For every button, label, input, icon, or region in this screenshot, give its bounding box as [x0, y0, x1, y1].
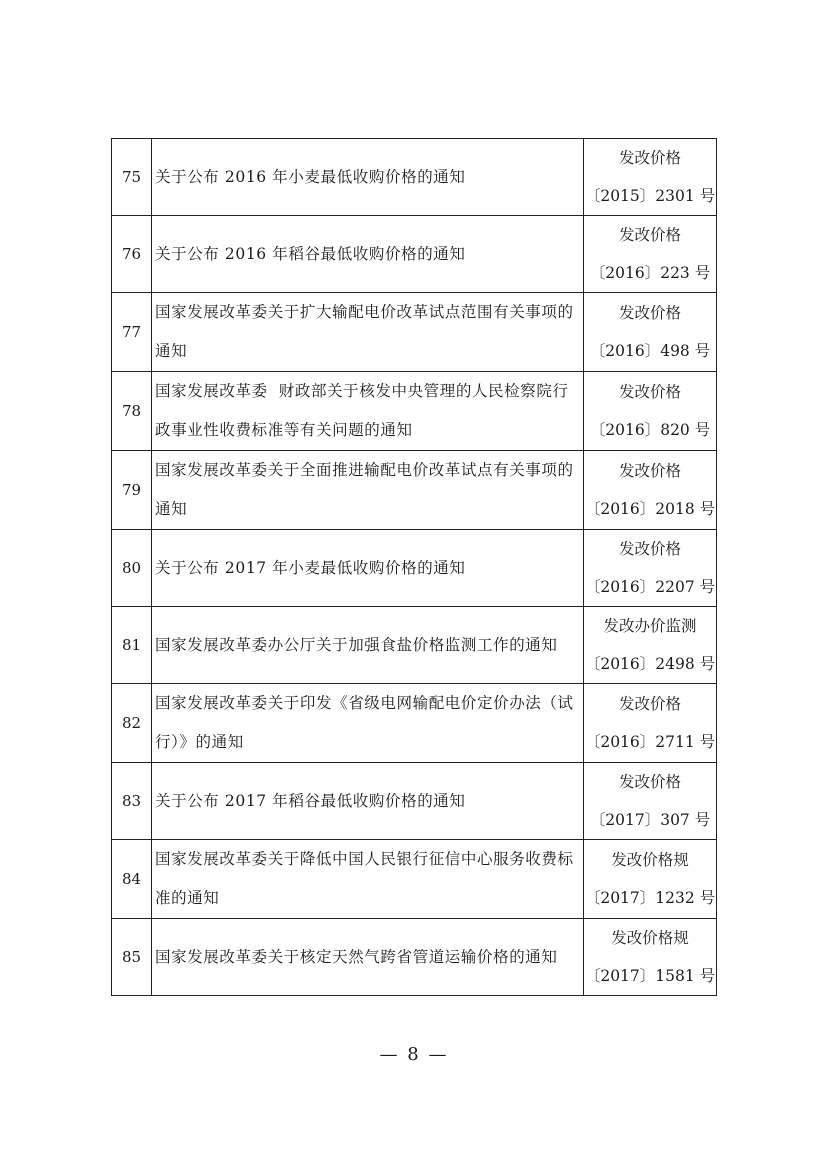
reference-number: 〔2017〕1232 号 — [584, 889, 716, 907]
table-row — [112, 139, 717, 216]
table-row — [112, 293, 717, 372]
reference-number: 〔2017〕307 号 — [589, 811, 711, 829]
reference-number: 〔2016〕2711 号 — [584, 733, 716, 751]
document-reference — [584, 139, 717, 216]
document-reference — [584, 919, 717, 996]
document-title: 关于公布 2017 年稻谷最低收购价格的通知 — [152, 763, 584, 840]
document-reference — [584, 763, 717, 840]
reference-issuer: 发改价格 — [618, 540, 681, 558]
document-title: 国家发展改革委关于降低中国人民银行征信中心服务收费标准的通知 — [152, 840, 584, 919]
document-title: 关于公布 2016 年稻谷最低收购价格的通知 — [152, 216, 584, 293]
reference-issuer: 发改价格 — [618, 773, 681, 791]
document-reference — [584, 530, 717, 607]
table-row — [112, 684, 717, 763]
row-number: 82 — [112, 684, 152, 763]
reference-number: 〔2016〕2498 号 — [584, 655, 716, 673]
table-row — [112, 763, 717, 840]
reference-issuer: 发改价格 — [618, 383, 681, 401]
table-row — [112, 840, 717, 919]
document-reference — [584, 293, 717, 372]
document-title: 国家发展改革委关于印发《省级电网输配电价定价办法（试行）》的通知 — [152, 684, 584, 763]
reference-issuer: 发改价格 — [618, 304, 681, 322]
document-title: 国家发展改革委关于核定天然气跨省管道运输价格的通知 — [152, 919, 584, 996]
document-title: 国家发展改革委关于扩大输配电价改革试点范围有关事项的通知 — [152, 293, 584, 372]
reference-number: 〔2017〕1581 号 — [584, 967, 716, 985]
row-number: 78 — [112, 372, 152, 451]
row-number: 84 — [112, 840, 152, 919]
document-reference — [584, 840, 717, 919]
document-reference — [584, 451, 717, 530]
row-number: 79 — [112, 451, 152, 530]
row-number: 77 — [112, 293, 152, 372]
row-number: 85 — [112, 919, 152, 996]
row-number: 81 — [112, 607, 152, 684]
table-row — [112, 530, 717, 607]
reference-number: 〔2016〕820 号 — [589, 421, 711, 439]
reference-issuer: 发改价格 — [618, 226, 681, 244]
table-row — [112, 216, 717, 293]
document-title: 关于公布 2016 年小麦最低收购价格的通知 — [152, 139, 584, 216]
row-number: 83 — [112, 763, 152, 840]
row-number: 80 — [112, 530, 152, 607]
reference-issuer: 发改价格规 — [611, 929, 689, 947]
reference-number: 〔2016〕2018 号 — [584, 500, 716, 518]
document-table — [111, 138, 717, 996]
reference-number: 〔2015〕2301 号 — [584, 187, 716, 205]
reference-issuer: 发改价格 — [618, 695, 681, 713]
page-number: — 8 — — [379, 1044, 449, 1065]
document-title: 国家发展改革委办公厅关于加强食盐价格监测工作的通知 — [152, 607, 584, 684]
table-row — [112, 372, 717, 451]
reference-number: 〔2016〕2207 号 — [584, 578, 716, 596]
document-title: 国家发展改革委关于全面推进输配电价改革试点有关事项的通知 — [152, 451, 584, 530]
reference-number: 〔2016〕223 号 — [589, 264, 711, 282]
document-reference — [584, 372, 717, 451]
document-reference — [584, 216, 717, 293]
row-number: 76 — [112, 216, 152, 293]
reference-issuer: 发改办价监测 — [603, 617, 697, 635]
reference-issuer: 发改价格规 — [611, 851, 689, 869]
row-number: 75 — [112, 139, 152, 216]
reference-issuer: 发改价格 — [618, 149, 681, 167]
table-row — [112, 919, 717, 996]
document-title: 关于公布 2017 年小麦最低收购价格的通知 — [152, 530, 584, 607]
document-reference — [584, 607, 717, 684]
table-row — [112, 451, 717, 530]
reference-number: 〔2016〕498 号 — [589, 342, 711, 360]
document-title: 国家发展改革委 财政部关于核发中央管理的人民检察院行政事业性收费标准等有关问题的通知 — [152, 372, 584, 451]
document-reference — [584, 684, 717, 763]
reference-issuer: 发改价格 — [618, 462, 681, 480]
table-row — [112, 607, 717, 684]
